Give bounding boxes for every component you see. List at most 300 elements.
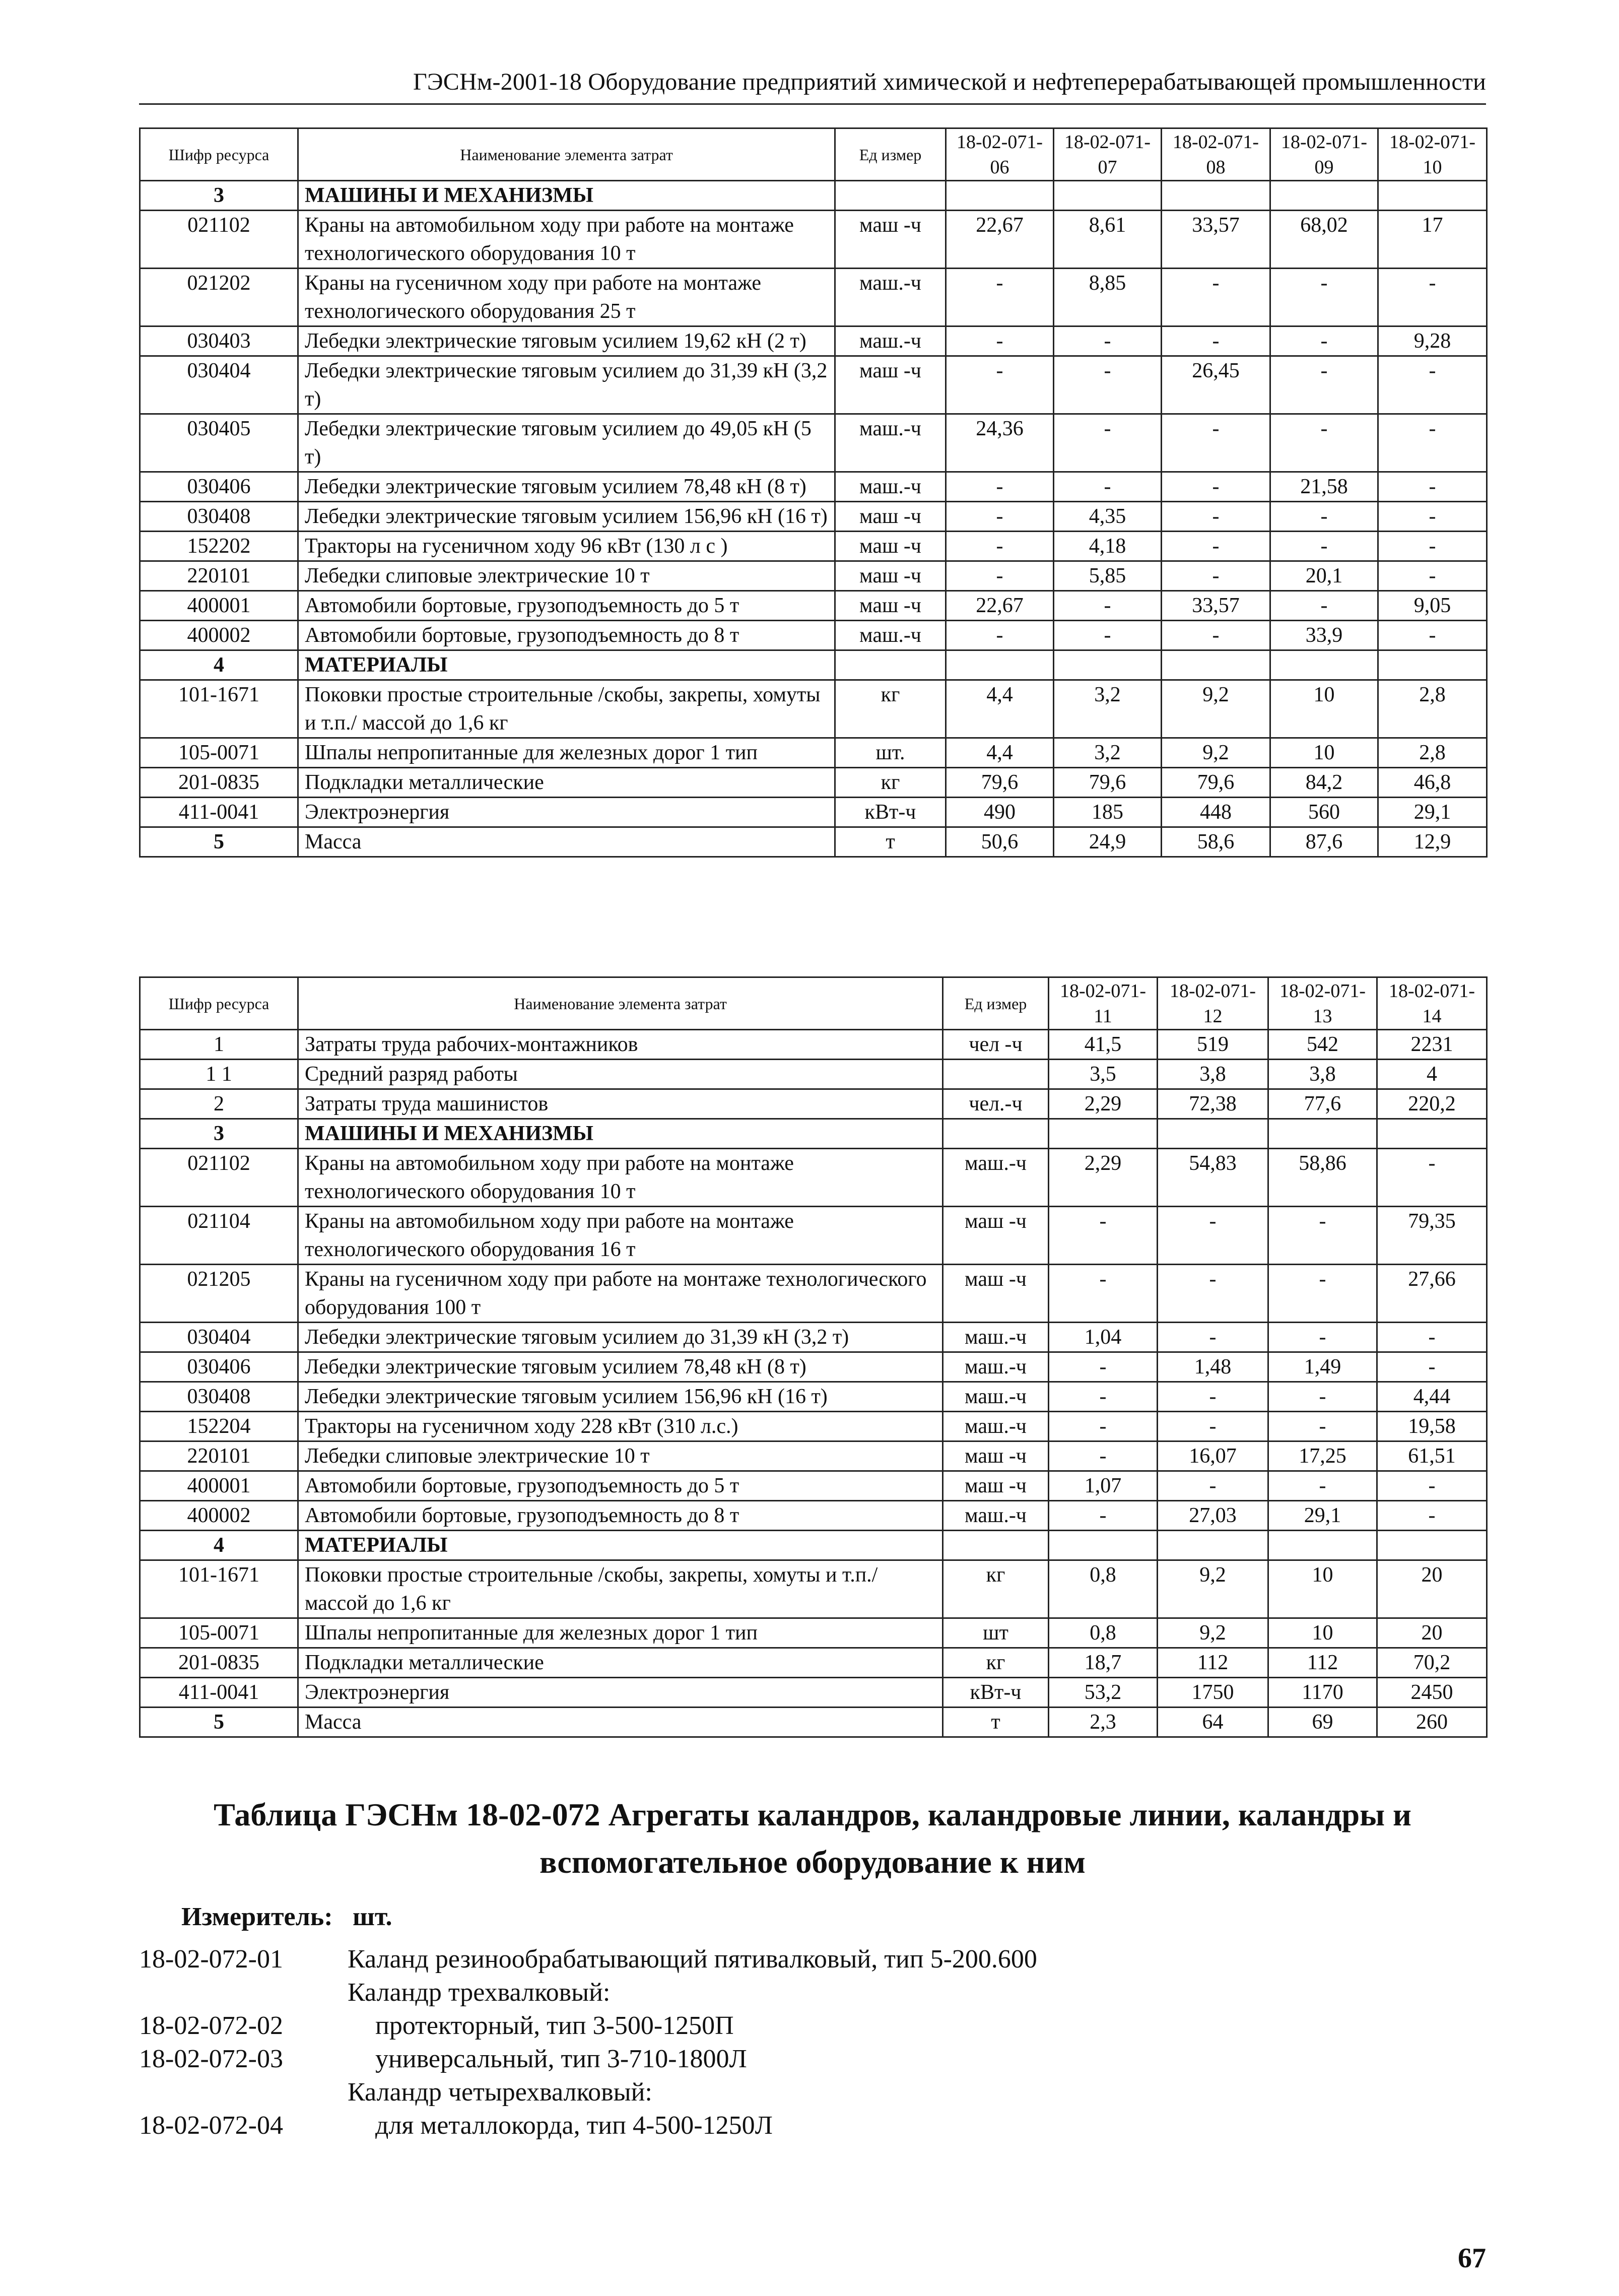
empty-cell — [946, 181, 1054, 211]
resource-row — [140, 1207, 1487, 1265]
resource-value: 5,85 — [1054, 561, 1162, 591]
resource-code: 021102 — [140, 1149, 298, 1207]
resource-unit — [943, 1060, 1049, 1089]
empty-cell — [1270, 181, 1378, 211]
resource-value: 185 — [1054, 798, 1162, 827]
resource-row — [140, 211, 1487, 269]
resource-value: - — [1162, 502, 1270, 532]
resource-value: 2,8 — [1378, 680, 1487, 738]
resource-name: Лебедки слиповые электрические 10 т — [298, 1441, 943, 1471]
resource-value: - — [1377, 1501, 1487, 1531]
resource-row — [140, 1412, 1487, 1441]
empty-cell — [943, 1531, 1049, 1560]
resource-value: - — [1158, 1265, 1268, 1323]
resource-row — [140, 269, 1487, 326]
resource-row — [140, 680, 1487, 738]
resource-value: 24,9 — [1054, 827, 1162, 857]
resource-value: 4 — [1377, 1060, 1487, 1089]
resource-value: 2231 — [1377, 1030, 1487, 1060]
resource-unit: маш.-ч — [835, 269, 946, 326]
resource-unit: маш -ч — [835, 532, 946, 561]
resource-value: 10 — [1270, 738, 1378, 768]
resource-value: 448 — [1162, 798, 1270, 827]
resource-unit: шт. — [835, 738, 946, 768]
resource-value: 18,7 — [1049, 1648, 1158, 1678]
norm-code: 18-02-072-04 — [139, 2111, 283, 2140]
resource-value: - — [1268, 1412, 1377, 1441]
resource-code: 400001 — [140, 1471, 298, 1501]
norm-description: универсальный, тип 3-710-1800Л — [375, 2045, 747, 2073]
resource-value: - — [1049, 1207, 1158, 1265]
resource-code: 201-0835 — [140, 768, 298, 798]
resource-name: Затраты труда рабочих-монтажников — [298, 1030, 943, 1060]
resource-value: 10 — [1268, 1560, 1377, 1618]
resource-value: 46,8 — [1378, 768, 1487, 798]
resource-value: 79,6 — [1054, 768, 1162, 798]
resource-name: Лебедки электрические тяговым усилием до 49,05 кН (5 т) — [298, 414, 835, 472]
resource-value: - — [1378, 532, 1487, 561]
resource-value: - — [1270, 326, 1378, 356]
resource-value: 20 — [1377, 1618, 1487, 1648]
resource-name: Поковки простые строительные /скобы, закрепы, хомуты и т.п./ массой до 1,6 кг — [298, 680, 835, 738]
empty-cell — [835, 650, 946, 680]
empty-cell — [1054, 650, 1162, 680]
resource-value: 16,07 — [1158, 1441, 1268, 1471]
resource-code: 030403 — [140, 326, 298, 356]
resource-value: 17 — [1378, 211, 1487, 269]
resource-value: - — [1049, 1265, 1158, 1323]
resource-code: 021102 — [140, 211, 298, 269]
measurer-unit: шт. — [353, 1903, 392, 1931]
resource-name: Краны на гусеничном ходу при работе на монтаже технологического оборудования 100 т — [298, 1265, 943, 1323]
resource-unit: маш -ч — [835, 356, 946, 414]
col-header-norm: 18-02-071-14 — [1377, 977, 1487, 1030]
empty-cell — [1377, 1119, 1487, 1149]
resource-name: Автомобили бортовые, грузоподъемность до 8 т — [298, 621, 835, 650]
empty-cell — [946, 650, 1054, 680]
resource-value: - — [1049, 1412, 1158, 1441]
resource-row — [140, 1678, 1487, 1708]
resource-unit: маш -ч — [943, 1441, 1049, 1471]
resource-value: - — [946, 269, 1054, 326]
col-header-norm: 18-02-071-11 — [1049, 977, 1158, 1030]
resource-code: 411-0041 — [140, 798, 298, 827]
page-number: 67 — [1458, 2243, 1486, 2274]
resource-value: 2,3 — [1049, 1708, 1158, 1737]
resource-name: Автомобили бортовые, грузоподъемность до 5 т — [298, 1471, 943, 1501]
resource-code: 101-1671 — [140, 1560, 298, 1618]
resource-code: 101-1671 — [140, 680, 298, 738]
resource-code: 400002 — [140, 621, 298, 650]
resource-value: - — [1377, 1352, 1487, 1382]
resource-value: - — [1162, 561, 1270, 591]
resource-unit: маш.-ч — [835, 326, 946, 356]
resource-value: - — [1158, 1412, 1268, 1441]
resource-code: 2 — [140, 1089, 298, 1119]
empty-cell — [1268, 1119, 1377, 1149]
resource-row — [140, 621, 1487, 650]
resource-value: - — [1158, 1471, 1268, 1501]
resource-value: 69 — [1268, 1708, 1377, 1737]
resource-value: 26,45 — [1162, 356, 1270, 414]
resource-unit: чел.-ч — [943, 1089, 1049, 1119]
resource-value: 3,8 — [1158, 1060, 1268, 1089]
resource-value: 1,48 — [1158, 1352, 1268, 1382]
resource-row — [140, 1501, 1487, 1531]
resource-value: 220,2 — [1377, 1089, 1487, 1119]
section-number: 3 — [140, 1119, 298, 1149]
resource-name: Краны на автомобильном ходу при работе на монтаже технологического оборудования 10 т — [298, 211, 835, 269]
resource-value: - — [946, 356, 1054, 414]
resource-name: Лебедки электрические тяговым усилием 78,48 кН (8 т) — [298, 472, 835, 502]
resource-value: - — [946, 326, 1054, 356]
resource-code: 030408 — [140, 1382, 298, 1412]
resource-name: Подкладки металлические — [298, 768, 835, 798]
resource-value: 87,6 — [1270, 827, 1378, 857]
resource-value: - — [1378, 472, 1487, 502]
resource-code: 5 — [140, 1708, 298, 1737]
resource-value: - — [1270, 356, 1378, 414]
resource-unit: маш.-ч — [943, 1382, 1049, 1412]
resource-name: Краны на гусеничном ходу при работе на монтаже технологического оборудования 25 т — [298, 269, 835, 326]
resource-value: 2,29 — [1049, 1089, 1158, 1119]
resource-code: 105-0071 — [140, 738, 298, 768]
resource-value: - — [1049, 1352, 1158, 1382]
col-header-norm: 18-02-071-12 — [1158, 977, 1268, 1030]
resource-value: 84,2 — [1270, 768, 1378, 798]
resource-value: - — [1378, 414, 1487, 472]
resource-name: Лебедки слиповые электрические 10 т — [298, 561, 835, 591]
resource-name: Масса — [298, 1708, 943, 1737]
section-number: 4 — [140, 650, 298, 680]
resource-row — [140, 1149, 1487, 1207]
resource-value: 542 — [1268, 1030, 1377, 1060]
resource-name: Шпалы непропитанные для железных дорог 1 тип — [298, 1618, 943, 1648]
resource-value: - — [1270, 591, 1378, 621]
resource-value: 21,58 — [1270, 472, 1378, 502]
resource-unit: маш -ч — [835, 502, 946, 532]
resource-row — [140, 532, 1487, 561]
resource-value: 29,1 — [1268, 1501, 1377, 1531]
norm-description: Каландр трехвалковый: — [348, 1978, 611, 2007]
col-header-code: Шифр ресурса — [140, 128, 298, 181]
col-header-name: Наименование элемента затрат — [298, 977, 943, 1030]
resource-value: - — [1158, 1323, 1268, 1352]
resource-unit: кг — [943, 1648, 1049, 1678]
resource-unit: кг — [835, 768, 946, 798]
resource-unit: маш.-ч — [835, 472, 946, 502]
norm-code: 18-02-072-01 — [139, 1945, 283, 1974]
resource-value: 22,67 — [946, 591, 1054, 621]
resource-value: 9,05 — [1378, 591, 1487, 621]
resource-row — [140, 738, 1487, 768]
resource-unit: кг — [943, 1560, 1049, 1618]
resource-value: 2,8 — [1378, 738, 1487, 768]
resource-unit: маш -ч — [943, 1471, 1049, 1501]
resource-value: 4,18 — [1054, 532, 1162, 561]
resource-value: - — [1162, 472, 1270, 502]
resource-value: 3,2 — [1054, 738, 1162, 768]
resource-value: 112 — [1268, 1648, 1377, 1678]
resource-value: 4,4 — [946, 738, 1054, 768]
resource-value: 2450 — [1377, 1678, 1487, 1708]
mass-row — [140, 827, 1487, 857]
resource-name: Поковки простые строительные /скобы, закрепы, хомуты и т.п./ массой до 1,6 кг — [298, 1560, 943, 1618]
resource-value: 0,8 — [1049, 1618, 1158, 1648]
empty-cell — [1377, 1531, 1487, 1560]
resource-code: 400002 — [140, 1501, 298, 1531]
resource-value: - — [1049, 1501, 1158, 1531]
resource-name: Затраты труда машинистов — [298, 1089, 943, 1119]
resource-unit: чел -ч — [943, 1030, 1049, 1060]
resource-value: - — [1270, 502, 1378, 532]
col-header-code: Шифр ресурса — [140, 977, 298, 1030]
resource-value: 33,57 — [1162, 211, 1270, 269]
resource-unit: маш -ч — [835, 591, 946, 621]
resource-value: - — [946, 472, 1054, 502]
resource-name: Лебедки электрические тяговым усилием до 31,39 кН (3,2 т) — [298, 1323, 943, 1352]
resource-name: Краны на автомобильном ходу при работе на монтаже технологического оборудования 16 т — [298, 1207, 943, 1265]
resource-value: 4,44 — [1377, 1382, 1487, 1412]
resource-row — [140, 1618, 1487, 1648]
resource-value: 1750 — [1158, 1678, 1268, 1708]
resource-value: - — [1377, 1323, 1487, 1352]
resource-code: 220101 — [140, 1441, 298, 1471]
resource-row — [140, 1560, 1487, 1618]
resource-code: 030405 — [140, 414, 298, 472]
resource-code: 1 — [140, 1030, 298, 1060]
resource-value: 3,8 — [1268, 1060, 1377, 1089]
resource-value: - — [1378, 269, 1487, 326]
resource-value: - — [1378, 356, 1487, 414]
resource-table-071-06-10 — [139, 127, 1488, 858]
resource-unit: маш -ч — [835, 561, 946, 591]
resource-value: 8,61 — [1054, 211, 1162, 269]
resource-value: 490 — [946, 798, 1054, 827]
resource-unit: маш -ч — [943, 1265, 1049, 1323]
resource-value: - — [1158, 1382, 1268, 1412]
section-row — [140, 1119, 1487, 1149]
resource-value: - — [1054, 414, 1162, 472]
resource-row — [140, 1060, 1487, 1089]
empty-cell — [1378, 650, 1487, 680]
resource-row — [140, 1323, 1487, 1352]
resource-value: 1170 — [1268, 1678, 1377, 1708]
resource-value: 560 — [1270, 798, 1378, 827]
resource-code: 030408 — [140, 502, 298, 532]
resource-value: 58,6 — [1162, 827, 1270, 857]
resource-name: Краны на автомобильном ходу при работе на монтаже технологического оборудования 10 т — [298, 1149, 943, 1207]
col-header-norm: 18-02-071-08 — [1162, 128, 1270, 181]
col-header-norm: 18-02-071-09 — [1270, 128, 1378, 181]
empty-cell — [1378, 181, 1487, 211]
resource-value: 0,8 — [1049, 1560, 1158, 1618]
resource-value: 3,5 — [1049, 1060, 1158, 1089]
resource-value: - — [1158, 1207, 1268, 1265]
resource-value: - — [1268, 1471, 1377, 1501]
norm-code: 18-02-072-03 — [139, 2045, 283, 2073]
resource-row — [140, 561, 1487, 591]
section-number: 4 — [140, 1531, 298, 1560]
resource-value: 519 — [1158, 1030, 1268, 1060]
header-rule — [139, 103, 1486, 105]
resource-value: 9,2 — [1158, 1560, 1268, 1618]
empty-cell — [1162, 650, 1270, 680]
resource-value: 29,1 — [1378, 798, 1487, 827]
resource-name: Тракторы на гусеничном ходу 228 кВт (310 л.с.) — [298, 1412, 943, 1441]
resource-row — [140, 1648, 1487, 1678]
resource-row — [140, 1471, 1487, 1501]
resource-unit: маш.-ч — [835, 414, 946, 472]
resource-value: - — [1162, 414, 1270, 472]
resource-code: 411-0041 — [140, 1678, 298, 1708]
resource-row — [140, 1265, 1487, 1323]
resource-value: 12,9 — [1378, 827, 1487, 857]
resource-value: 9,2 — [1162, 680, 1270, 738]
resource-name: Средний разряд работы — [298, 1060, 943, 1089]
resource-name: Автомобили бортовые, грузоподъемность до 8 т — [298, 1501, 943, 1531]
resource-row — [140, 414, 1487, 472]
resource-value: - — [1049, 1441, 1158, 1471]
resource-value: 2,29 — [1049, 1149, 1158, 1207]
resource-value: 24,36 — [946, 414, 1054, 472]
resource-code: 400001 — [140, 591, 298, 621]
resource-name: Лебедки электрические тяговым усилием 156,96 кН (16 т) — [298, 1382, 943, 1412]
resource-name: Электроэнергия — [298, 798, 835, 827]
resource-value: - — [1270, 414, 1378, 472]
resource-value: 112 — [1158, 1648, 1268, 1678]
resource-name: Подкладки металлические — [298, 1648, 943, 1678]
resource-value: 79,6 — [1162, 768, 1270, 798]
resource-unit: кВт-ч — [943, 1678, 1049, 1708]
resource-code: 152202 — [140, 532, 298, 561]
norm-description: Каландр четырехвалковый: — [348, 2078, 652, 2107]
resource-code: 105-0071 — [140, 1618, 298, 1648]
section-row — [140, 181, 1487, 211]
empty-cell — [835, 181, 946, 211]
resource-row — [140, 472, 1487, 502]
resource-name: Тракторы на гусеничном ходу 96 кВт (130 л с ) — [298, 532, 835, 561]
norm-description: для металлокорда, тип 4-500-1250Л — [375, 2111, 773, 2140]
resource-value: 61,51 — [1377, 1441, 1487, 1471]
resource-value: 10 — [1268, 1618, 1377, 1648]
resource-value: - — [1162, 532, 1270, 561]
resource-unit: маш -ч — [943, 1207, 1049, 1265]
resource-name: Масса — [298, 827, 835, 857]
resource-row — [140, 1030, 1487, 1060]
empty-cell — [1268, 1531, 1377, 1560]
resource-value: 1,07 — [1049, 1471, 1158, 1501]
empty-cell — [1049, 1531, 1158, 1560]
resource-value: 68,02 — [1270, 211, 1378, 269]
section-number: 3 — [140, 181, 298, 211]
norm-code: 18-02-072-02 — [139, 2011, 283, 2040]
resource-value: 33,57 — [1162, 591, 1270, 621]
resource-value: 50,6 — [946, 827, 1054, 857]
running-header: ГЭСНм-2001-18 Оборудование предприятий химической и нефтеперерабатывающей промышленности — [413, 69, 1486, 95]
resource-value: 260 — [1377, 1708, 1487, 1737]
section-row — [140, 1531, 1487, 1560]
resource-code: 152204 — [140, 1412, 298, 1441]
resource-row — [140, 591, 1487, 621]
resource-unit: шт — [943, 1618, 1049, 1648]
resource-unit: маш.-ч — [943, 1323, 1049, 1352]
resource-code: 030404 — [140, 1323, 298, 1352]
resource-value: 41,5 — [1049, 1030, 1158, 1060]
resource-name: Шпалы непропитанные для железных дорог 1 тип — [298, 738, 835, 768]
resource-value: 77,6 — [1268, 1089, 1377, 1119]
resource-value: 54,83 — [1158, 1149, 1268, 1207]
resource-value: - — [1054, 621, 1162, 650]
resource-value: 10 — [1270, 680, 1378, 738]
resource-value: 20 — [1377, 1560, 1487, 1618]
resource-code: 201-0835 — [140, 1648, 298, 1678]
empty-cell — [1049, 1119, 1158, 1149]
resource-name: Лебедки электрические тяговым усилием 19,62 кН (2 т) — [298, 326, 835, 356]
col-header-name: Наименование элемента затрат — [298, 128, 835, 181]
resource-value: 9,2 — [1158, 1618, 1268, 1648]
resource-value: 27,03 — [1158, 1501, 1268, 1531]
resource-value: - — [1162, 269, 1270, 326]
resource-unit: т — [835, 827, 946, 857]
resource-unit: т — [943, 1708, 1049, 1737]
resource-unit: кг — [835, 680, 946, 738]
resource-value: 4,4 — [946, 680, 1054, 738]
col-header-unit: Ед измер — [943, 977, 1049, 1030]
resource-value: - — [1270, 532, 1378, 561]
col-header-norm: 18-02-071-06 — [946, 128, 1054, 181]
resource-value: - — [1054, 591, 1162, 621]
empty-cell — [943, 1119, 1049, 1149]
section-title: МАШИНЫ И МЕХАНИЗМЫ — [298, 181, 835, 211]
col-header-norm: 18-02-071-10 — [1378, 128, 1487, 181]
resource-value: 8,85 — [1054, 269, 1162, 326]
table-title: Таблица ГЭСНм 18-02-072 Агрегаты каландров, каландровые линии, каландры и вспомогательное оборудование к ним — [214, 1797, 1411, 1880]
resource-value: 17,25 — [1268, 1441, 1377, 1471]
resource-code: 030406 — [140, 472, 298, 502]
col-header-norm: 18-02-071-07 — [1054, 128, 1162, 181]
resource-name: Лебедки электрические тяговым усилием до 31,39 кН (3,2 т) — [298, 356, 835, 414]
resource-row — [140, 768, 1487, 798]
resource-code: 030406 — [140, 1352, 298, 1382]
resource-value: 9,2 — [1162, 738, 1270, 768]
section-title: МАШИНЫ И МЕХАНИЗМЫ — [298, 1119, 943, 1149]
resource-value: 22,67 — [946, 211, 1054, 269]
resource-value: - — [1268, 1207, 1377, 1265]
resource-unit: маш -ч — [835, 211, 946, 269]
resource-name: Лебедки электрические тяговым усилием 156,96 кН (16 т) — [298, 502, 835, 532]
empty-cell — [1270, 650, 1378, 680]
empty-cell — [1158, 1119, 1268, 1149]
resource-value: 4,35 — [1054, 502, 1162, 532]
norm-description: Каланд резинообрабатывающий пятивалковый, тип 5-200.600 — [348, 1945, 1037, 1974]
resource-value: - — [1378, 561, 1487, 591]
norm-description: протекторный, тип 3-500-1250П — [375, 2011, 734, 2040]
measurer-label: Измеритель: — [181, 1903, 333, 1931]
resource-value: 9,28 — [1378, 326, 1487, 356]
resource-value: 79,35 — [1377, 1207, 1487, 1265]
resource-code: 021104 — [140, 1207, 298, 1265]
resource-name: Электроэнергия — [298, 1678, 943, 1708]
resource-value: - — [1270, 269, 1378, 326]
resource-code: 030404 — [140, 356, 298, 414]
resource-value: - — [946, 532, 1054, 561]
empty-cell — [1162, 181, 1270, 211]
resource-code: 220101 — [140, 561, 298, 591]
resource-name: Автомобили бортовые, грузоподъемность до 5 т — [298, 591, 835, 621]
resource-value: - — [946, 561, 1054, 591]
resource-row — [140, 502, 1487, 532]
